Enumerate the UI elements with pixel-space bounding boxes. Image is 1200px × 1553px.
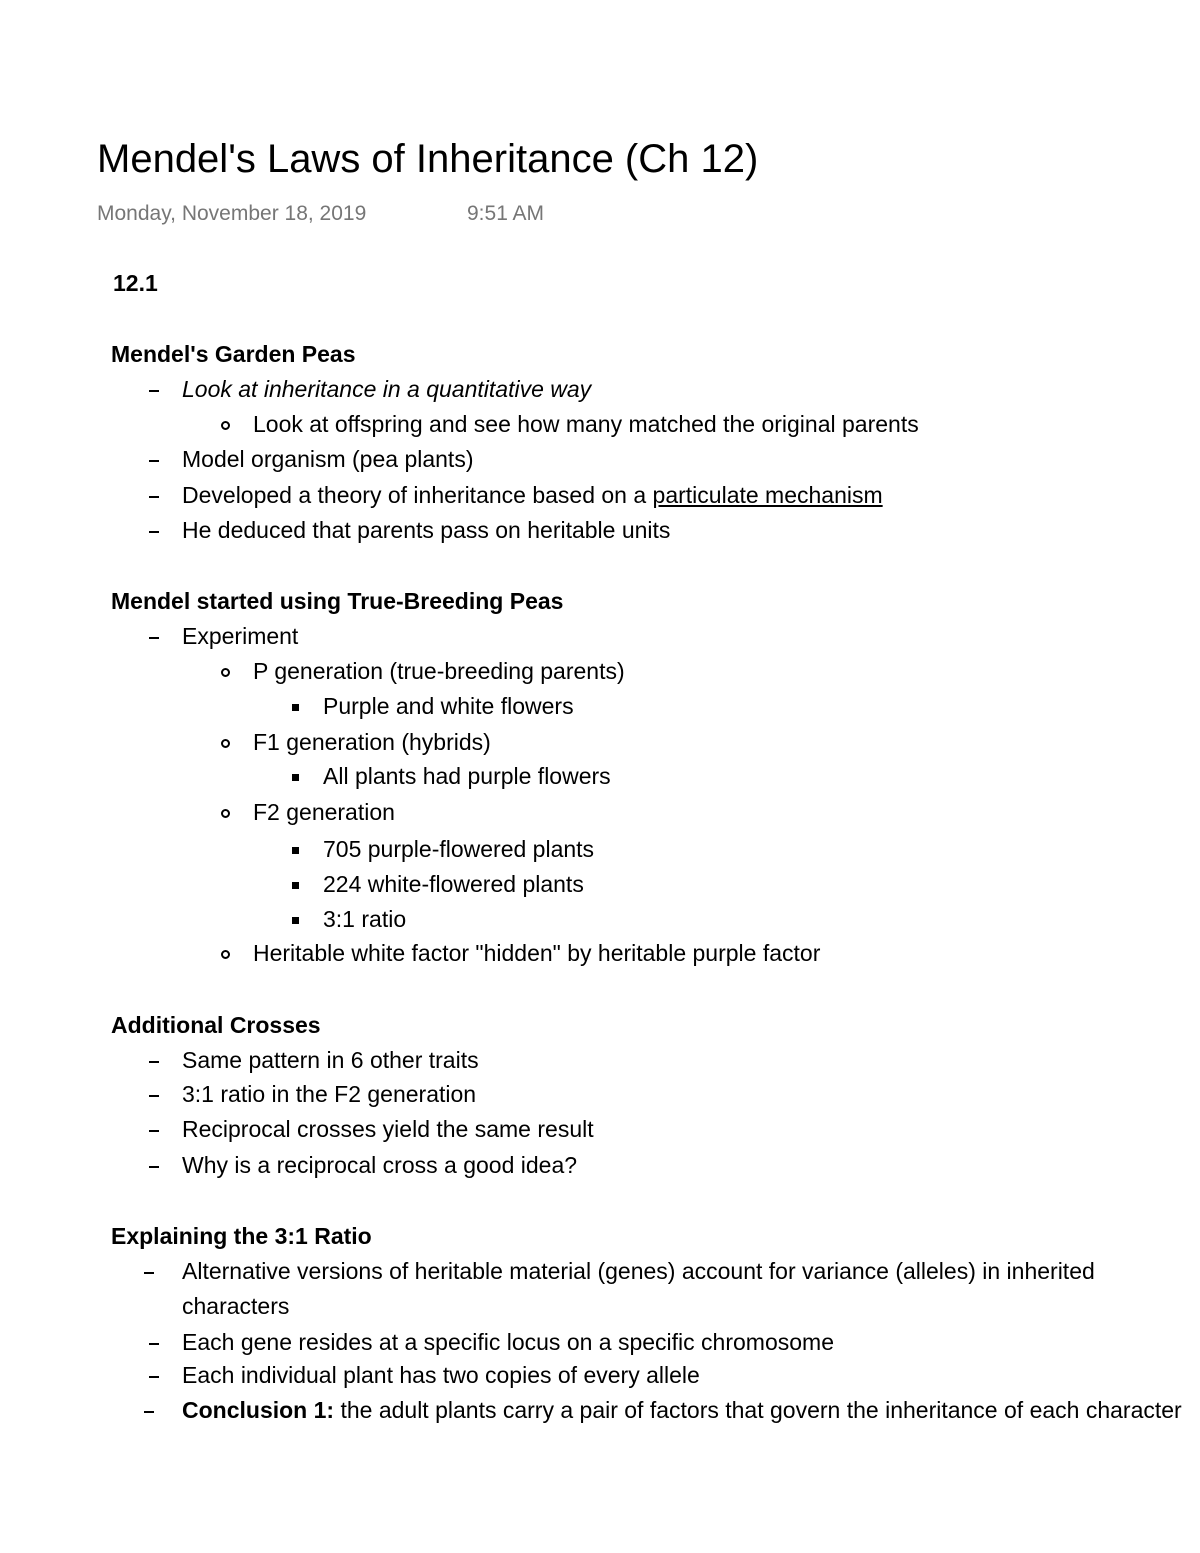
list-item: Experiment — [182, 621, 298, 651]
dash-bullet-icon — [144, 1360, 164, 1390]
list-item: P generation (true-breeding parents) — [253, 656, 625, 686]
dash-bullet-icon — [144, 1395, 154, 1425]
note-time: 9:51 AM — [467, 202, 545, 225]
list-item-continuation: characters — [182, 1293, 290, 1319]
page-title: Mendel's Laws of Inheritance (Ch 12) — [97, 137, 759, 181]
square-bullet-icon — [285, 761, 305, 791]
list-item: Each individual plant has two copies of every allele — [182, 1360, 700, 1390]
square-bullet-icon — [285, 904, 305, 934]
dash-bullet-icon — [144, 444, 164, 474]
list-item: Purple and white flowers — [323, 691, 574, 721]
section-heading: Mendel's Garden Peas — [111, 341, 356, 367]
dash-bullet-icon — [144, 1114, 164, 1144]
dash-bullet-icon — [144, 515, 164, 545]
dash-bullet-icon — [144, 1256, 154, 1286]
circle-bullet-icon — [215, 727, 235, 757]
circle-bullet-icon — [215, 797, 235, 827]
list-item: 705 purple-flowered plants — [323, 834, 594, 864]
list-item: All plants had purple flowers — [323, 761, 611, 791]
section-heading: Mendel started using True-Breeding Peas — [111, 588, 564, 614]
list-item: 224 white-flowered plants — [323, 869, 584, 899]
list-item: 3:1 ratio — [323, 904, 406, 934]
list-item: He deduced that parents pass on heritable units — [182, 515, 670, 545]
circle-bullet-icon — [215, 409, 235, 439]
square-bullet-icon — [285, 869, 305, 899]
list-item: Alternative versions of heritable material (genes) account for variance (alleles) in inherited — [182, 1258, 1095, 1284]
list-item: F2 generation — [253, 797, 395, 827]
dash-bullet-icon — [144, 1079, 164, 1109]
section-heading: Explaining the 3:1 Ratio — [111, 1223, 372, 1249]
list-item: Why is a reciprocal cross a good idea? — [182, 1150, 577, 1180]
dash-bullet-icon — [144, 374, 164, 404]
list-item: Developed a theory of inheritance based on a particulate mechanism — [182, 480, 883, 510]
note-date: Monday, November 18, 2019 — [97, 202, 367, 225]
dash-bullet-icon — [144, 1045, 164, 1075]
conclusion-label: Conclusion 1: — [182, 1397, 335, 1423]
list-item: 3:1 ratio in the F2 generation — [182, 1079, 476, 1109]
list-item: Each gene resides at a specific locus on a specific chromosome — [182, 1327, 834, 1357]
list-item: Conclusion 1: the adult plants carry a pair of factors that govern the inheritance of each character — [182, 1397, 1182, 1423]
underlined-term: particulate mechanism — [652, 482, 883, 508]
dash-bullet-icon — [144, 480, 164, 510]
list-item: F1 generation (hybrids) — [253, 727, 491, 757]
circle-bullet-icon — [215, 938, 235, 968]
list-item: Reciprocal crosses yield the same result — [182, 1114, 594, 1144]
list-item: Heritable white factor "hidden" by heritable purple factor — [253, 938, 820, 968]
circle-bullet-icon — [215, 656, 235, 686]
dash-bullet-icon — [144, 1150, 164, 1180]
square-bullet-icon — [285, 834, 305, 864]
list-item: Model organism (pea plants) — [182, 444, 473, 474]
dash-bullet-icon — [144, 621, 164, 651]
list-item: Same pattern in 6 other traits — [182, 1045, 479, 1075]
section-heading: Additional Crosses — [111, 1012, 321, 1038]
section-heading: 12.1 — [113, 270, 158, 296]
list-item: Look at offspring and see how many matched the original parents — [253, 409, 919, 439]
list-item: Look at inheritance in a quantitative way — [182, 374, 591, 404]
square-bullet-icon — [285, 691, 305, 721]
dash-bullet-icon — [144, 1327, 164, 1357]
